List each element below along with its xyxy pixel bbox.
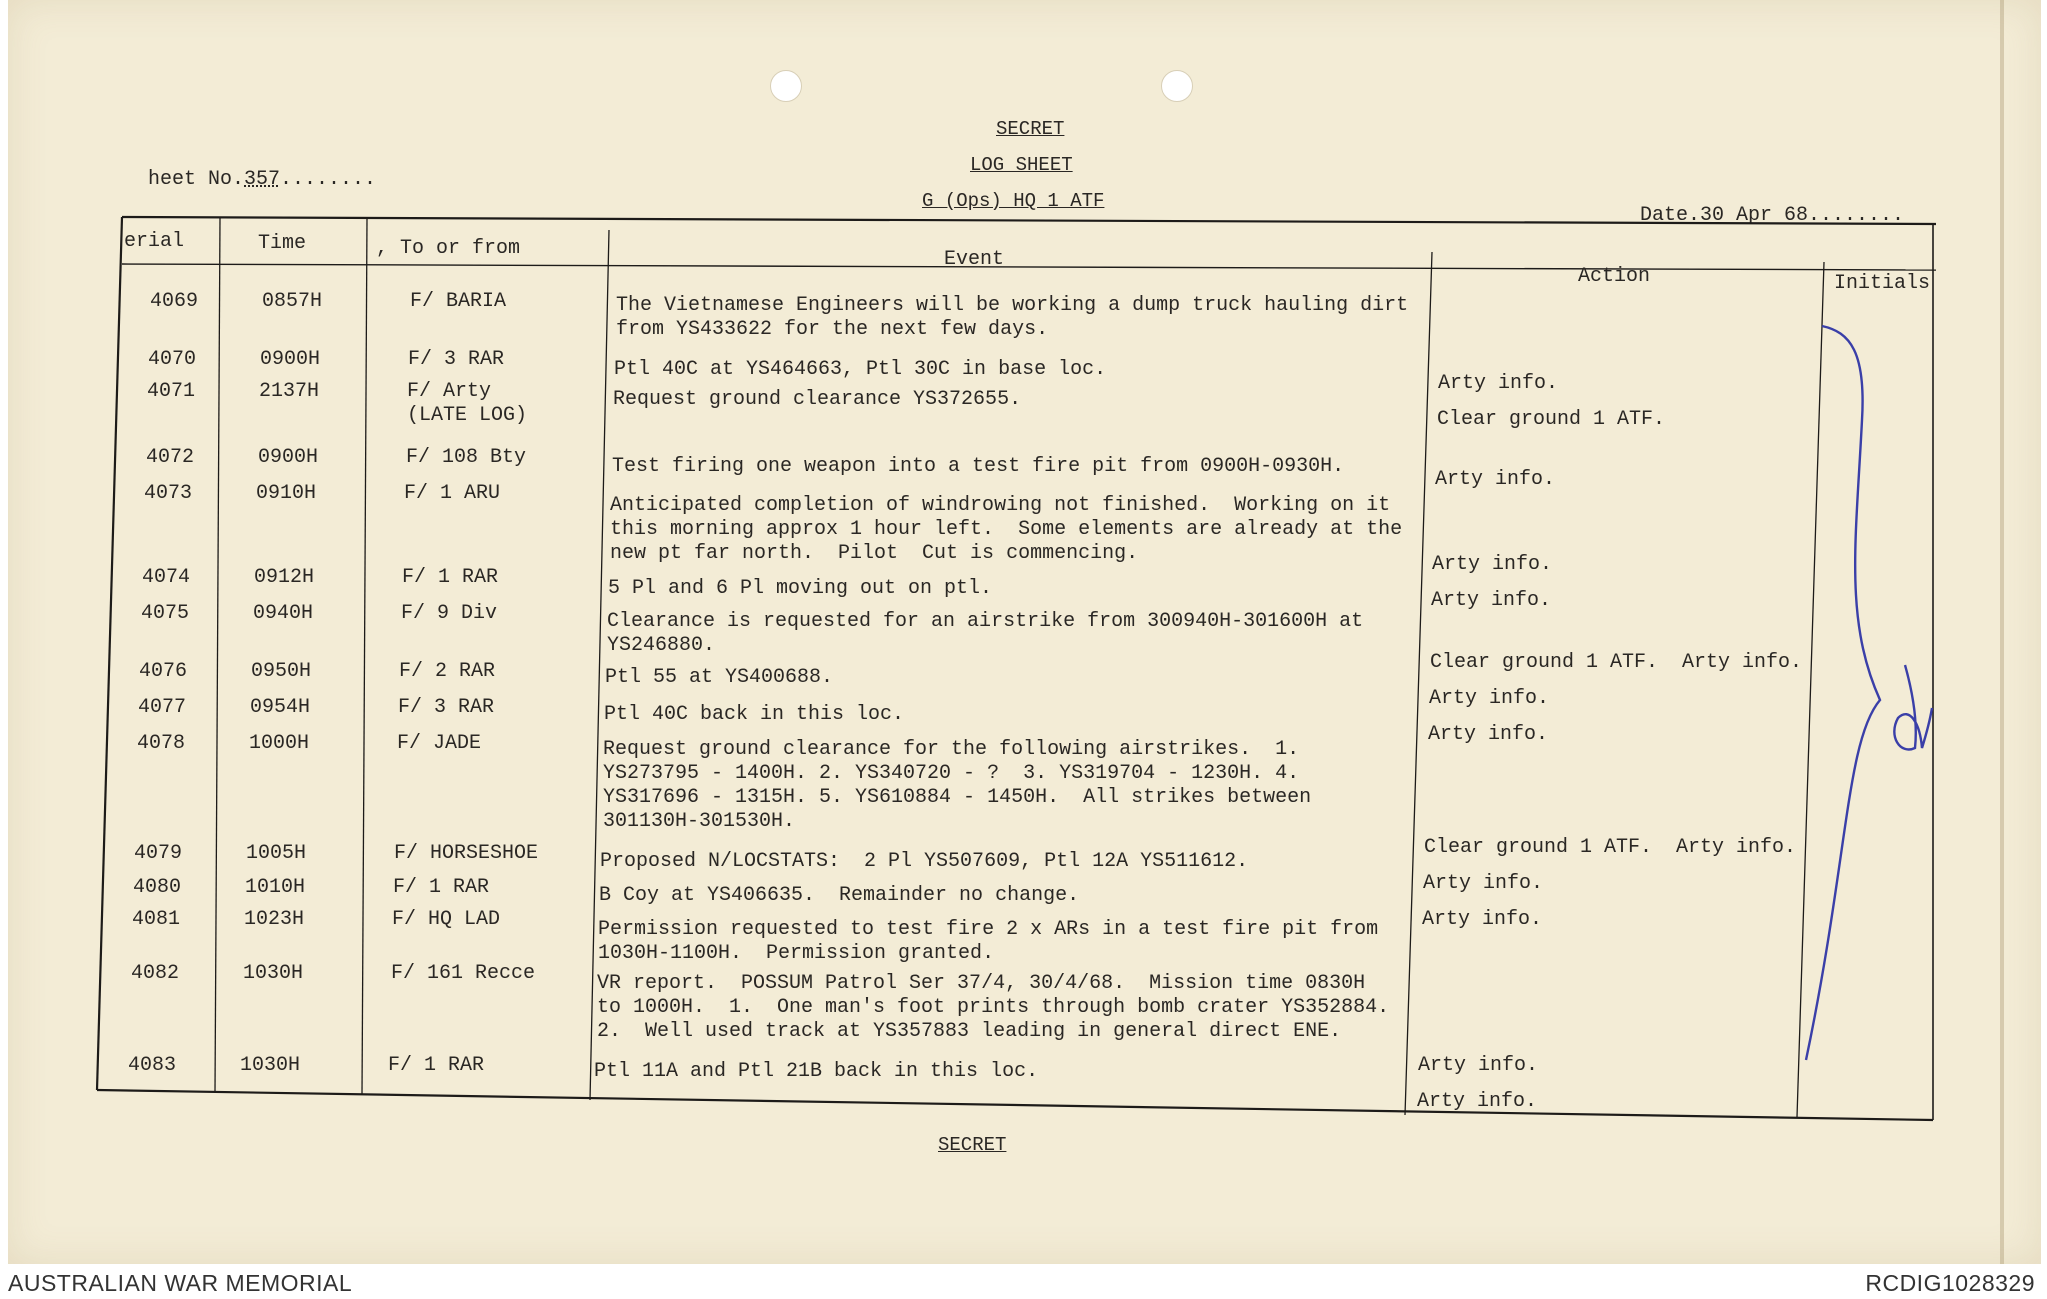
row-time: 1000H xyxy=(249,732,310,755)
footer-bar xyxy=(0,1264,2047,1299)
row-from: F/ 1 RAR xyxy=(393,876,490,899)
row-serial: 4082 xyxy=(131,962,180,985)
row-event-line: Clearance is requested for an airstrike from 300940H-301600H at xyxy=(607,610,1364,633)
row-action: Arty info. xyxy=(1423,872,1544,895)
row-serial: 4079 xyxy=(134,842,183,865)
row-serial: 4069 xyxy=(150,290,199,313)
row-serial: 4078 xyxy=(137,732,186,755)
row-from: F/ 161 Recce xyxy=(391,962,536,985)
row-from: F/ 3 RAR xyxy=(398,696,495,719)
row-from: F/ HQ LAD xyxy=(392,908,501,931)
row-event-line: to 1000H. 1. One man's foot prints through bomb crater YS352884. xyxy=(597,996,1390,1019)
row-from: F/ HORSESHOE xyxy=(394,842,539,865)
col-event: Event xyxy=(944,248,1005,271)
row-event-line: new pt far north. Pilot Cut is commencing. xyxy=(610,542,1139,565)
row-time: 1030H xyxy=(243,962,304,985)
row-action: Clear ground 1 ATF. Arty info. xyxy=(1424,836,1797,859)
row-event-line: 5 Pl and 6 Pl moving out on ptl. xyxy=(608,577,993,600)
row-action: Arty info. xyxy=(1418,1054,1539,1077)
row-event-line: this morning approx 1 hour left. Some elements are already at the xyxy=(610,518,1403,541)
row-from: F/ 108 Bty xyxy=(406,446,527,469)
row-from: F/ 1 ARU xyxy=(404,482,501,505)
row-event-line: Anticipated completion of windrowing not finished. Working on it xyxy=(610,494,1391,517)
row-time: 2137H xyxy=(259,380,320,403)
row-time: 1030H xyxy=(240,1054,301,1077)
row-time: 0900H xyxy=(260,348,321,371)
row-serial: 4083 xyxy=(128,1054,177,1077)
row-action: Arty info. xyxy=(1429,687,1550,710)
row-serial: 4073 xyxy=(144,482,193,505)
row-event-line: Ptl 40C back in this loc. xyxy=(604,703,905,726)
row-serial: 4070 xyxy=(148,348,197,371)
unit-name: G (Ops) HQ 1 ATF xyxy=(922,190,1105,212)
col-time: Time xyxy=(258,232,307,255)
row-time: 0950H xyxy=(251,660,312,683)
row-from: F/ 9 Div xyxy=(401,602,498,625)
col-to-from: , To or from xyxy=(376,237,521,260)
row-serial: 4081 xyxy=(132,908,181,931)
row-serial: 4080 xyxy=(133,876,182,899)
row-from: F/ 2 RAR xyxy=(399,660,496,683)
row-time: 1023H xyxy=(244,908,305,931)
row-event-line: from YS433622 for the next few days. xyxy=(616,318,1049,341)
row-action: Clear ground 1 ATF. Arty info. xyxy=(1430,651,1803,674)
row-time: 0857H xyxy=(262,290,323,313)
row-event-line: 1030H-1100H. Permission granted. xyxy=(598,942,995,965)
row-from: F/ 3 RAR xyxy=(408,348,505,371)
row-action: Arty info. xyxy=(1428,723,1549,746)
row-action: Arty info. xyxy=(1422,908,1543,931)
row-time: 0912H xyxy=(254,566,315,589)
row-event-line: The Vietnamese Engineers will be working a dump truck hauling dirt xyxy=(616,294,1409,317)
col-action: Action xyxy=(1578,265,1651,288)
row-event-line: B Coy at YS406635. Remainder no change. xyxy=(599,884,1080,907)
row-event-line: YS317696 - 1315H. 5. YS610884 - 1450H. All strikes between xyxy=(603,786,1312,809)
row-event-line: Permission requested to test fire 2 x ARs in a test fire pit from xyxy=(598,918,1379,941)
date-field: Date.30 Apr 68........ xyxy=(1640,204,1905,227)
row-from: F/ JADE xyxy=(397,732,482,755)
date-label: Date. xyxy=(1640,204,1701,227)
row-time: 1010H xyxy=(245,876,306,899)
footer-institution: AUSTRALIAN WAR MEMORIAL xyxy=(8,1270,353,1296)
row-action: Arty info. xyxy=(1417,1090,1538,1113)
row-serial: 4071 xyxy=(147,380,196,403)
footer-reference: RCDIG1028329 xyxy=(1865,1270,2035,1296)
row-action: Clear ground 1 ATF. xyxy=(1437,408,1666,431)
row-time: 0954H xyxy=(250,696,311,719)
row-action: Arty info. xyxy=(1431,589,1552,612)
row-event-line: VR report. POSSUM Patrol Ser 37/4, 30/4/68. Mission time 0830H xyxy=(597,972,1366,995)
row-event-line: Ptl 11A and Ptl 21B back in this loc. xyxy=(594,1060,1039,1083)
row-event-line: 2. Well used track at YS357883 leading in general direct ENE. xyxy=(597,1020,1342,1043)
row-action: Arty info. xyxy=(1432,553,1553,576)
col-serial: erial xyxy=(124,230,185,253)
row-from: F/ Arty (LATE LOG) xyxy=(407,380,528,427)
row-event-line: 301130H-301530H. xyxy=(603,810,796,833)
row-action: Arty info. xyxy=(1435,468,1556,491)
row-event-line: Test firing one weapon into a test fire pit from 0900H-0930H. xyxy=(612,455,1345,478)
row-serial: 4077 xyxy=(138,696,187,719)
row-action: Arty info. xyxy=(1438,372,1559,395)
row-event-line: Request ground clearance YS372655. xyxy=(613,388,1022,411)
col-initials: Initials xyxy=(1834,272,1931,295)
row-event-line: Ptl 55 at YS400688. xyxy=(605,666,834,689)
classification-bottom: SECRET xyxy=(938,1134,1007,1156)
row-event-line: Request ground clearance for the following airstrikes. 1. xyxy=(603,738,1300,761)
log-sheet-title: LOG SHEET xyxy=(970,154,1073,176)
row-time: 0900H xyxy=(258,446,319,469)
sheet-number: 357 xyxy=(244,168,281,191)
classification-top: SECRET xyxy=(996,118,1065,140)
row-event-line: Proposed N/LOCSTATS: 2 Pl YS507609, Ptl 12A YS511612. xyxy=(600,850,1249,873)
row-serial: 4076 xyxy=(139,660,188,683)
sheet-label: heet No. xyxy=(148,168,245,191)
row-event-line: Ptl 40C at YS464663, Ptl 30C in base loc. xyxy=(614,358,1107,381)
row-from: F/ 1 RAR xyxy=(388,1054,485,1077)
row-from: F/ 1 RAR xyxy=(402,566,499,589)
row-from: F/ BARIA xyxy=(410,290,507,313)
row-serial: 4074 xyxy=(142,566,191,589)
date-value: 30 Apr 68 xyxy=(1700,204,1809,227)
sheet-number-field: heet No.357........ xyxy=(148,168,377,191)
row-time: 0910H xyxy=(256,482,317,505)
row-time: 0940H xyxy=(253,602,314,625)
row-time: 1005H xyxy=(246,842,307,865)
row-event-line: YS273795 - 1400H. 2. YS340720 - ? 3. YS319704 - 1230H. 4. xyxy=(603,762,1300,785)
row-serial: 4072 xyxy=(146,446,195,469)
row-event-line: YS246880. xyxy=(607,634,716,657)
row-serial: 4075 xyxy=(141,602,190,625)
